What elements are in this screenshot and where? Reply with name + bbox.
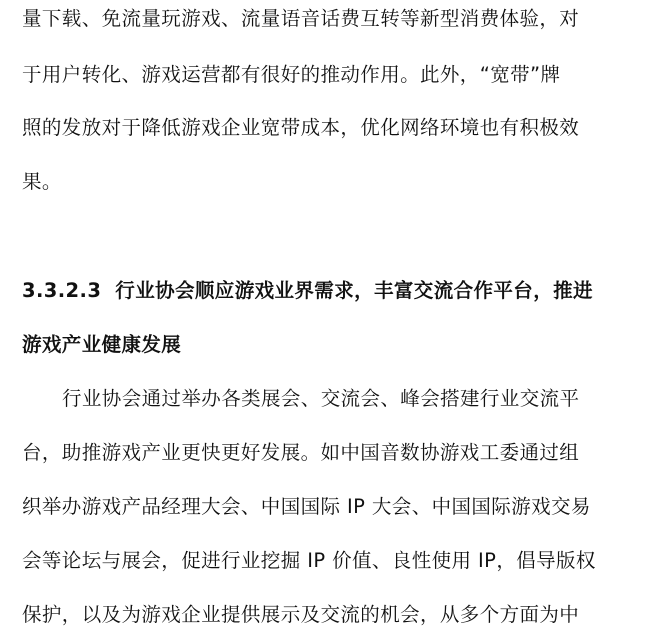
section-heading-line-2: 游戏产业健康发展 (22, 333, 182, 356)
section-heading-line-1 (22, 277, 593, 305)
paragraph-1-line-3: 照的发放对于降低游戏企业宽带成本，优化网络环境也有积极效 (22, 116, 580, 139)
paragraph-1-line-4: 果。 (22, 170, 62, 193)
section-number: 3.3.2.3 (22, 279, 102, 302)
paragraph-1-line-2: 于用户转化、游戏运营都有很好的推动作用。此外，“宽带”牌 (22, 63, 561, 86)
paragraph-2-line-1: 行业协会通过举办各类展会、交流会、峰会搭建行业交流平 (62, 387, 580, 410)
section-title-part-1: 行业协会顺应游戏业界需求，丰富交流合作平台，推进 (115, 279, 593, 302)
paragraph-2-line-4: 会等论坛与展会，促进行业挖掘 IP 价值、良性使用 IP，倡导版权 (22, 549, 596, 572)
paragraph-2-line-3: 织举办游戏产品经理大会、中国国际 IP 大会、中国国际游戏交易 (22, 495, 591, 518)
paragraph-1-line-1: 量下载、免流量玩游戏、流量语音话费互转等新型消费体验，对 (22, 7, 580, 30)
paragraph-2-line-2: 台，助推游戏产业更快更好发展。如中国音数协游戏工委通过组 (22, 441, 580, 464)
paragraph-2-line-5: 保护，以及为游戏企业提供展示及交流的机会，从多个方面为中 (22, 603, 580, 626)
